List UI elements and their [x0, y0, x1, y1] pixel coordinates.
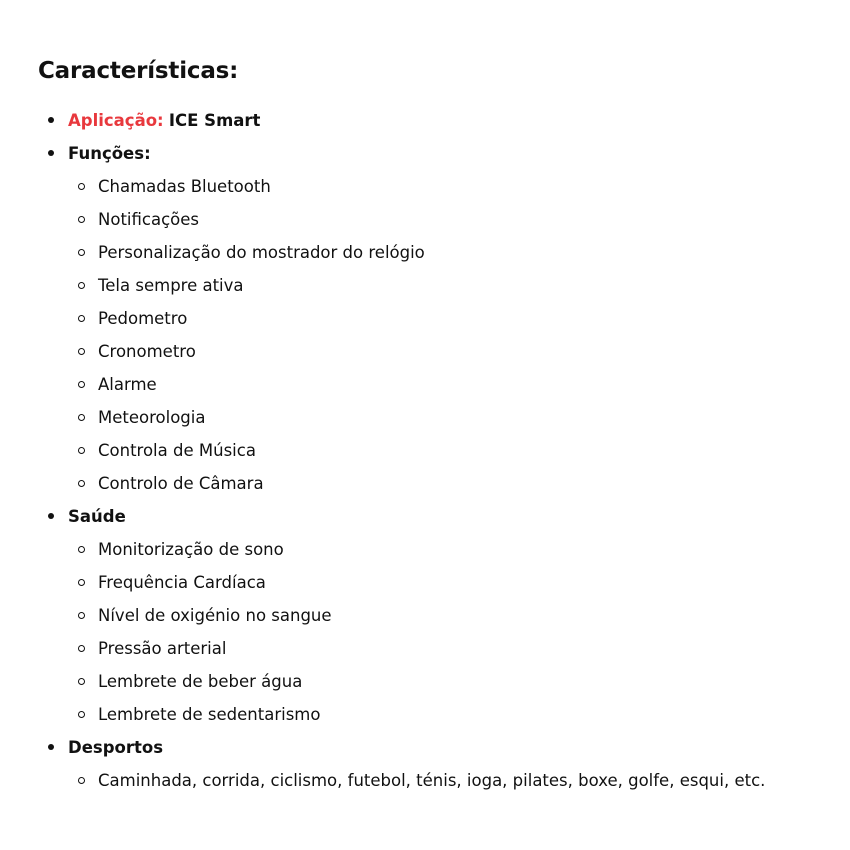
list-item [68, 665, 828, 698]
list-item [68, 401, 828, 434]
features-section [38, 55, 828, 797]
bullet-dot-icon [48, 117, 54, 123]
function-label: Chamadas Bluetooth [98, 177, 271, 196]
list-item [68, 203, 828, 236]
bullet-circle-icon [78, 711, 85, 718]
bullet-dot-icon [48, 150, 54, 156]
function-label: Pedometro [98, 309, 188, 328]
bullet-circle-icon [78, 282, 85, 289]
app-item [38, 104, 828, 137]
function-label: Tela sempre ativa [98, 276, 244, 295]
bullet-dot-icon [48, 744, 54, 750]
bullet-circle-icon [78, 381, 85, 388]
list-item [68, 170, 828, 203]
app-value: ICE Smart [168, 111, 261, 130]
bullet-circle-icon [78, 678, 85, 685]
list-item [68, 533, 828, 566]
bullet-circle-icon [78, 645, 85, 652]
app-label: Aplicação: [68, 111, 164, 130]
list-item [68, 335, 828, 368]
functions-title: Funções: [68, 144, 151, 163]
bullet-circle-icon [78, 579, 85, 586]
bullet-circle-icon [78, 249, 85, 256]
list-item [68, 269, 828, 302]
features-list [38, 104, 828, 797]
list-item [68, 368, 828, 401]
list-item [68, 632, 828, 665]
health-label: Lembrete de sedentarismo [98, 705, 321, 724]
health-title: Saúde [68, 507, 126, 526]
health-item [38, 500, 828, 731]
list-item [68, 467, 828, 500]
list-item [68, 236, 828, 269]
functions-sublist [68, 170, 828, 500]
list-item [68, 599, 828, 632]
health-label: Pressão arterial [98, 639, 227, 658]
bullet-circle-icon [78, 183, 85, 190]
bullet-dot-icon [48, 513, 54, 519]
health-label: Nível de oxigénio no sangue [98, 606, 332, 625]
function-label: Controlo de Câmara [98, 474, 264, 493]
bullet-circle-icon [78, 216, 85, 223]
health-label: Frequência Cardíaca [98, 573, 266, 592]
health-label: Lembrete de beber água [98, 672, 303, 691]
bullet-circle-icon [78, 546, 85, 553]
bullet-circle-icon [78, 414, 85, 421]
sports-item [38, 731, 828, 797]
function-label: Alarme [98, 375, 157, 394]
function-label: Cronometro [98, 342, 196, 361]
function-label: Notificações [98, 210, 199, 229]
health-sublist [68, 533, 828, 731]
list-item [68, 764, 828, 797]
list-item [68, 302, 828, 335]
function-label: Controla de Música [98, 441, 256, 460]
features-heading: Características: [38, 58, 239, 84]
health-label: Monitorização de sono [98, 540, 284, 559]
list-item [68, 566, 828, 599]
bullet-circle-icon [78, 348, 85, 355]
bullet-circle-icon [78, 447, 85, 454]
list-item [68, 698, 828, 731]
sports-sublist [68, 764, 828, 797]
sports-title: Desportos [68, 738, 164, 757]
functions-item [38, 137, 828, 500]
bullet-circle-icon [78, 315, 85, 322]
bullet-circle-icon [78, 777, 85, 784]
list-item [68, 434, 828, 467]
bullet-circle-icon [78, 612, 85, 619]
sports-label: Caminhada, corrida, ciclismo, futebol, ténis, ioga, pilates, boxe, golfe, esqui, etc. [98, 771, 766, 790]
function-label: Personalização do mostrador do relógio [98, 243, 425, 262]
function-label: Meteorologia [98, 408, 206, 427]
bullet-circle-icon [78, 480, 85, 487]
